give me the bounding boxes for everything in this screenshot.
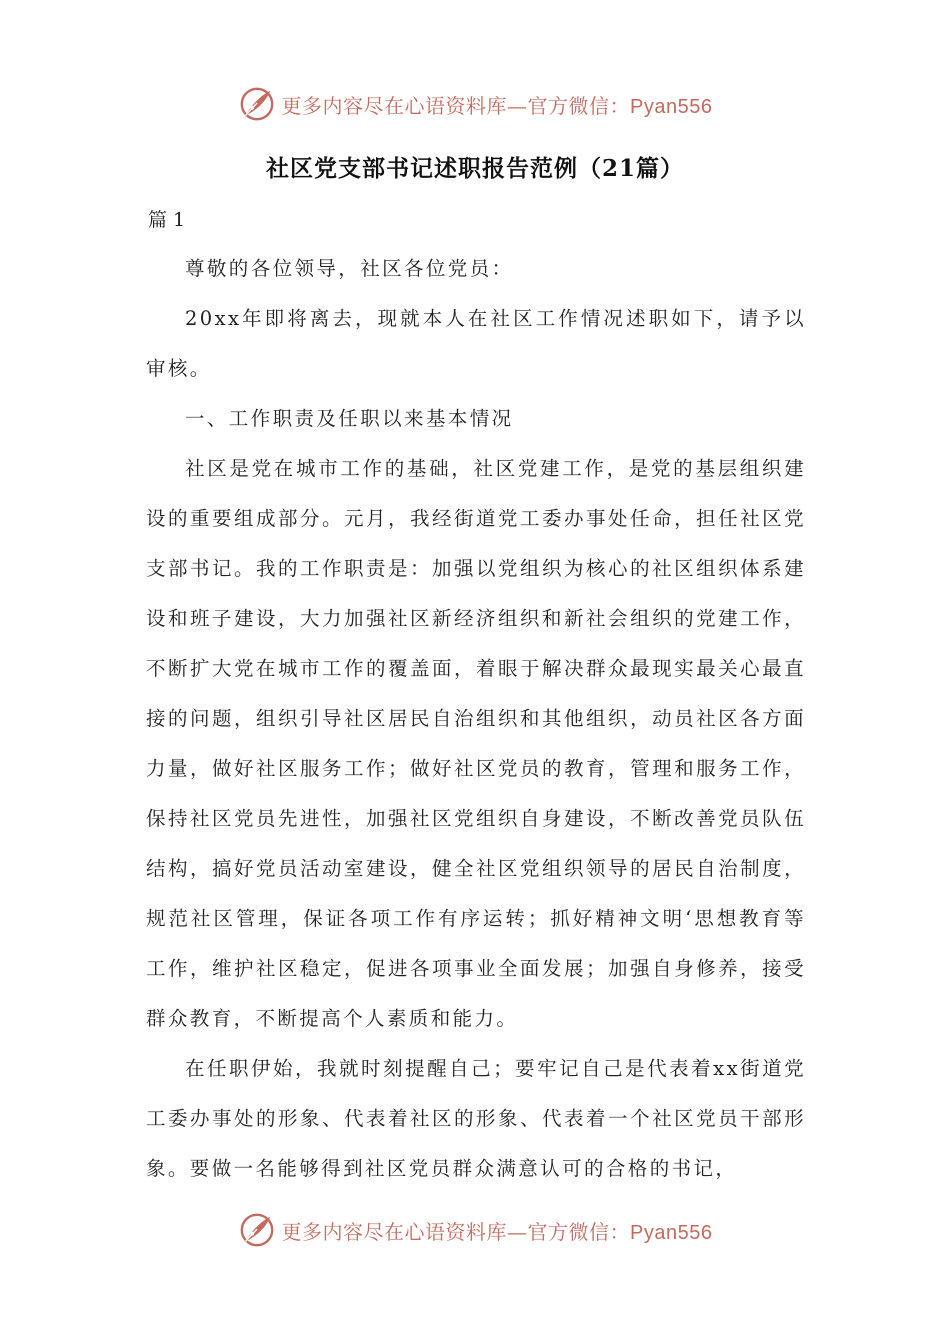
watermark-text: 更多内容尽在心语资料库—官方微信：Pyan556 [281, 1219, 713, 1244]
paragraph-intro: 20xx年即将离去，现就本人在社区工作情况述职如下，请予以审核。 [146, 307, 806, 380]
footer-watermark [0, 1208, 950, 1252]
watermark-text: 更多内容尽在心语资料库—官方微信：Pyan556 [281, 93, 713, 118]
watermark-wechat-id: Pyan556 [630, 1221, 713, 1244]
watermark-group [238, 1211, 713, 1249]
quill-logo-icon [238, 1211, 276, 1249]
paragraph-heading-1: 一、工作职责及任职以来基本情况 [185, 407, 514, 430]
watermark-group [238, 85, 713, 123]
paragraph-salutation: 尊敬的各位领导，社区各位党员： [185, 257, 514, 280]
paragraph-commitment: 在任职伊始，我就时刻提醒自己；要牢记自己是代表着xx街道党工委办事处的形象、代表着社区的形象、代表着一个社区党员干部形象。要做一名能够得到社区党员群众满意认可的合格的书记， [146, 1057, 806, 1180]
watermark-wechat-id: Pyan556 [630, 95, 713, 118]
section-label: 篇 1 [148, 209, 186, 231]
quill-logo-icon [238, 85, 276, 123]
document-body [146, 244, 806, 1194]
header-watermark [0, 82, 950, 126]
paragraph-duties: 社区是党在城市工作的基础，社区党建工作，是党的基层组织建设的重要组成部分。元月，我经街道党工委办事处任命，担任社区党支部书记。我的工作职责是：加强以党组织为核心的社区组织体系建设和班子建设，大力加强社区新经济组织和新社会组织的党建工作，不断扩大党在城市工作的覆盖面，着眼于解决群众最现实最关心最直接的问题，组织引导社区居民自治组织和其他组织，动员社区各方面力量，做好社区服务工作；做好社区党员的教育，管理和服务工作，保持社区党员先进性，加强社区党组织自身建设，不断改善党员队伍结构，搞好党员活动室建设，健全社区党组织领导的居民自治制度，规范社区管理，保证各项工作有序运转；抓好精神文明‘思想教育等工作，维护社区稳定，促进各项事业全面发展；加强自身修养，接受群众教育，不断提高个人素质和能力。 [146, 457, 806, 1030]
document-title: 社区党支部书记述职报告范例（21篇） [265, 155, 684, 182]
